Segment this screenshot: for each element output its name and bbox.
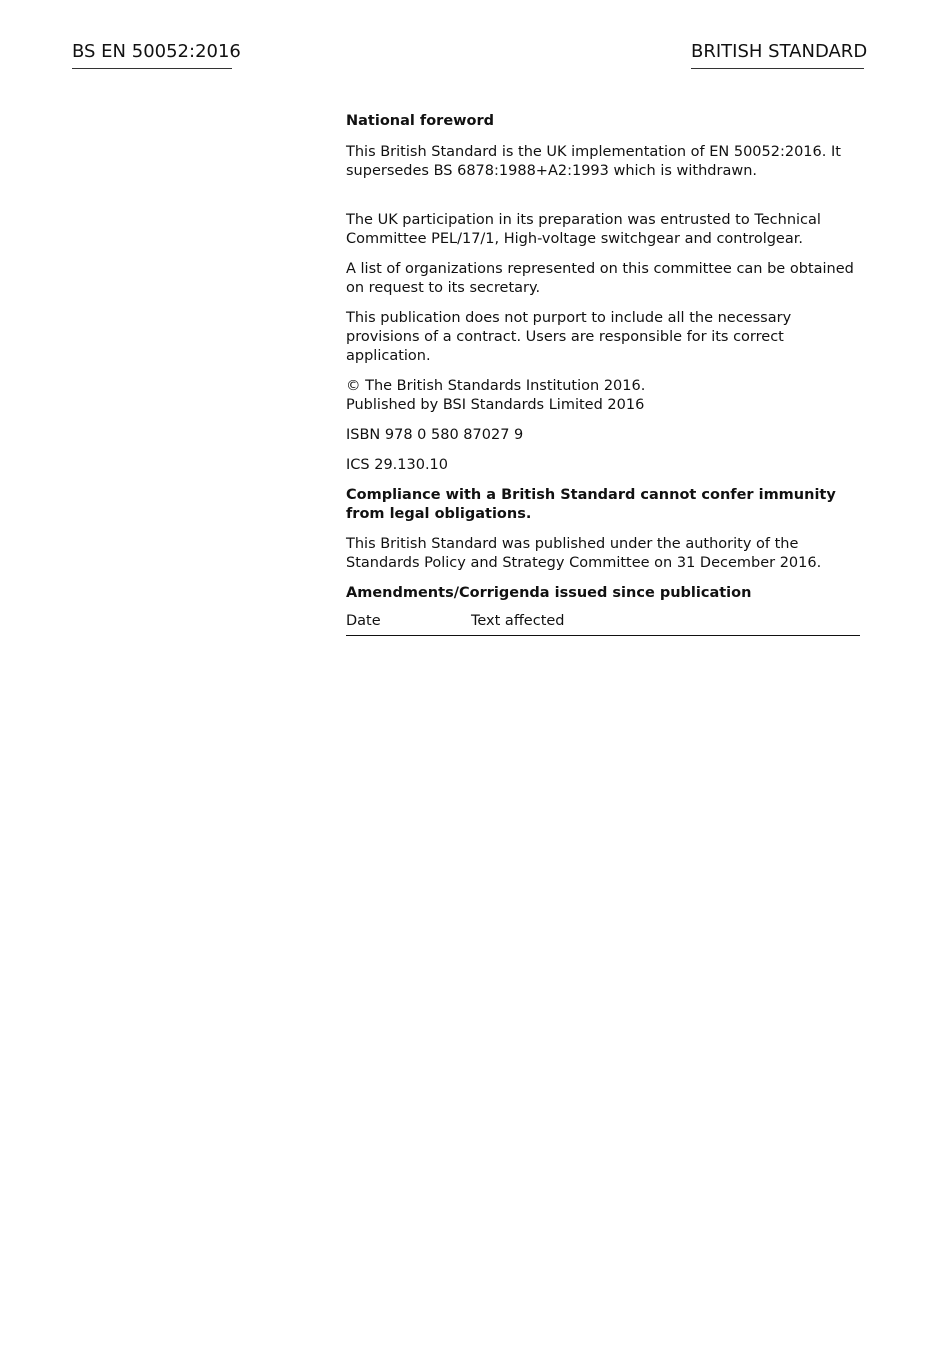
amendments-table-header-row — [346, 612, 860, 636]
national-foreword-section — [346, 112, 860, 636]
organizations-paragraph: A list of organizations represented on this committee can be obtained on request to its secretary. — [346, 261, 854, 296]
column-header-text-affected: Text affected — [471, 612, 860, 636]
published-line: Published by BSI Standards Limited 2016 — [346, 397, 645, 413]
document-code-header: BS EN 50052:2016 — [72, 40, 232, 69]
column-header-date: Date — [346, 612, 471, 636]
amendments-title: Amendments/Corrigenda issued since publication — [346, 585, 752, 601]
implementation-paragraph: This British Standard is the UK implementation of EN 50052:2016. It supersedes BS 6878:1988+A2:1993 which is withdrawn. — [346, 144, 841, 179]
authority-statement: This British Standard was published under the authority of the Standards Policy and Strategy Committee on 31 December 2016. — [346, 536, 822, 571]
copyright-line: © The British Standards Institution 2016. — [346, 378, 646, 394]
isbn-line: ISBN 978 0 580 87027 9 — [346, 427, 524, 443]
contract-provisions-paragraph: This publication does not purport to include all the necessary provisions of a contract. Users are responsible for its correct application. — [346, 310, 792, 364]
amendments-table — [346, 612, 860, 636]
compliance-notice: Compliance with a British Standard cannot confer immunity from legal obligations. — [346, 487, 836, 522]
foreword-title: National foreword — [346, 113, 495, 129]
copyright-block — [346, 377, 860, 415]
committee-paragraph: The UK participation in its preparation was entrusted to Technical Committee PEL/17/1, High-voltage switchgear and controlgear. — [346, 212, 821, 247]
ics-line: ICS 29.130.10 — [346, 457, 449, 473]
standard-type-header: BRITISH STANDARD — [691, 40, 864, 69]
